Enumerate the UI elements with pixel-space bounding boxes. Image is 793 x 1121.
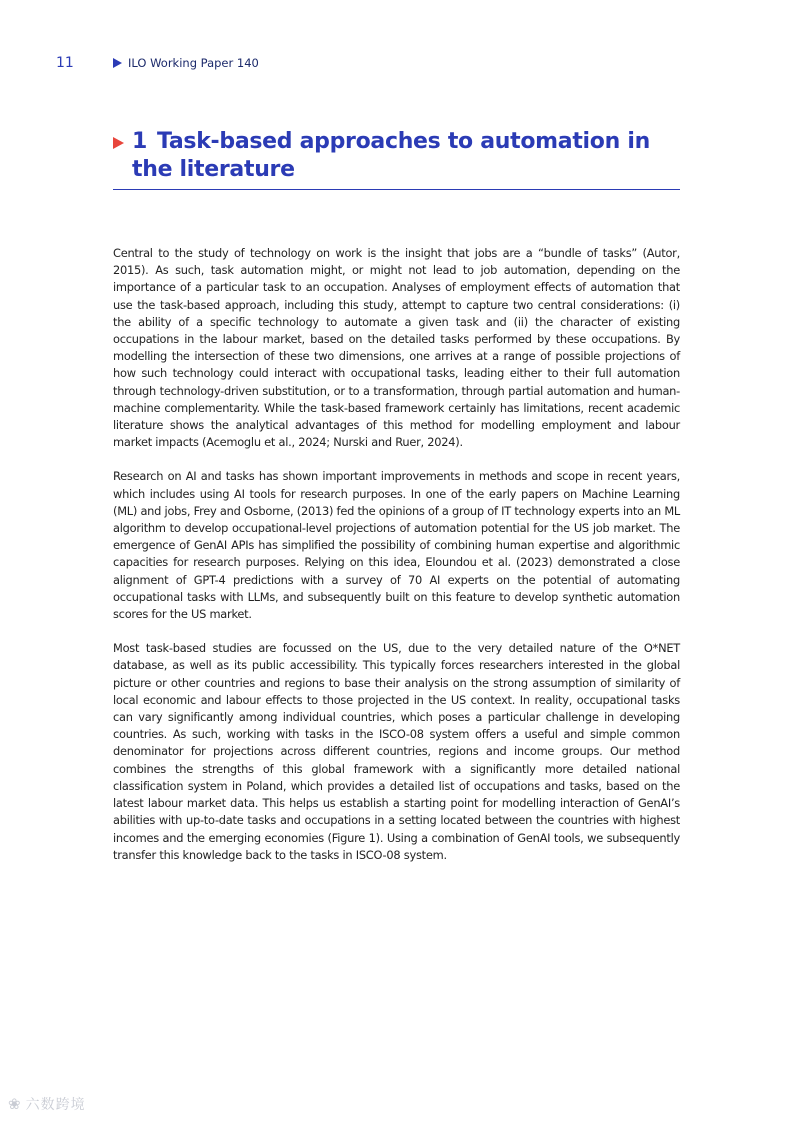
section-heading (113, 128, 680, 184)
watermark (8, 1094, 86, 1114)
section-number: 1 (132, 129, 148, 154)
section-title-container (132, 128, 680, 184)
watermark-text: 六数跨境 (25, 1097, 86, 1113)
running-title: ILO Working Paper 140 (128, 56, 259, 70)
section-title: Task-based approaches to automation in the literature (132, 129, 650, 182)
triangle-bullet-icon (113, 58, 122, 68)
body-text (113, 245, 680, 881)
triangle-marker-icon (113, 137, 124, 149)
paragraph-1: Central to the study of technology on work is the insight that jobs are a “bundle of tasks” (Autor, 2015). As such, task automation might, or might not lead to job automation, depending on the importance of a particular task to an occupation. Analyses of employment effects of automation that use the task-based approach, including this study, attempt to capture two central considerations: (i) the ability of a specific technology to automate a given task and (ii) the character of existing occupations in the labour market, based on the detailed tasks performed by these occupations. By modelling the intersection of these two dimensions, one arrives at a range of possible projections of how such technology could interact with occupational tasks, leading either to their full automation through technology-driven substitution, or to a transformation, through partial automation and human-machine complementarity. While the task-based framework certainly has limitations, recent academic literature shows the analytical advantages of this method for modelling employment and labour market impacts (Acemoglu et al., 2024; Nurski and Ruer, 2024). (113, 246, 680, 450)
page-number: 11 (56, 55, 74, 71)
paragraph-3: Most task-based studies are focussed on the US, due to the very detailed nature of the O*NET database, as well as its public accessibility. This typically forces researchers interested in the global picture or other countries and regions to base their analysis on the strong assumption of similarity of local economic and labour effects to those projected in the US context. In reality, occupational tasks can vary significantly among individual countries, which poses a particular challenge in developing countries. As such, working with tasks in the ISCO-08 system offers a useful and simple common denominator for projections across different countries, regions and income groups. Our method combines the strengths of this global framework with a significantly more detailed national classification system in Poland, which provides a detailed list of occupations and tasks, based on the latest labour market data. This helps us establish a starting point for modelling interaction of GenAI’s abilities with up-to-date tasks and occupations in a setting located between the countries with highest incomes and the emerging economies (Figure 1). Using a combination of GenAI tools, we subsequently transfer this knowledge back to the tasks in ISCO-08 system. (113, 641, 680, 862)
heading-divider (113, 189, 680, 190)
running-header (113, 56, 259, 70)
paragraph-2: Research on AI and tasks has shown important improvements in methods and scope in recent years, which includes using AI tools for research purposes. In one of the early papers on Machine Learning (ML) and jobs, Frey and Osborne, (2013) fed the opinions of a group of IT technology experts into an ML algorithm to develop occupational-level projections of automation potential for the US job market. The emergence of GenAI APIs has simplified the possibility of combining human expertise and algorithmic capacities for research purposes. Relying on this idea, Eloundou et al. (2023) demonstrated a close alignment of GPT-4 predictions with a survey of 70 AI experts on the potential of automating occupational tasks with LLMs, and subsequently built on this feature to develop synthetic automation scores for the US market. (113, 469, 680, 622)
logo-icon: ❀ (8, 1095, 22, 1113)
